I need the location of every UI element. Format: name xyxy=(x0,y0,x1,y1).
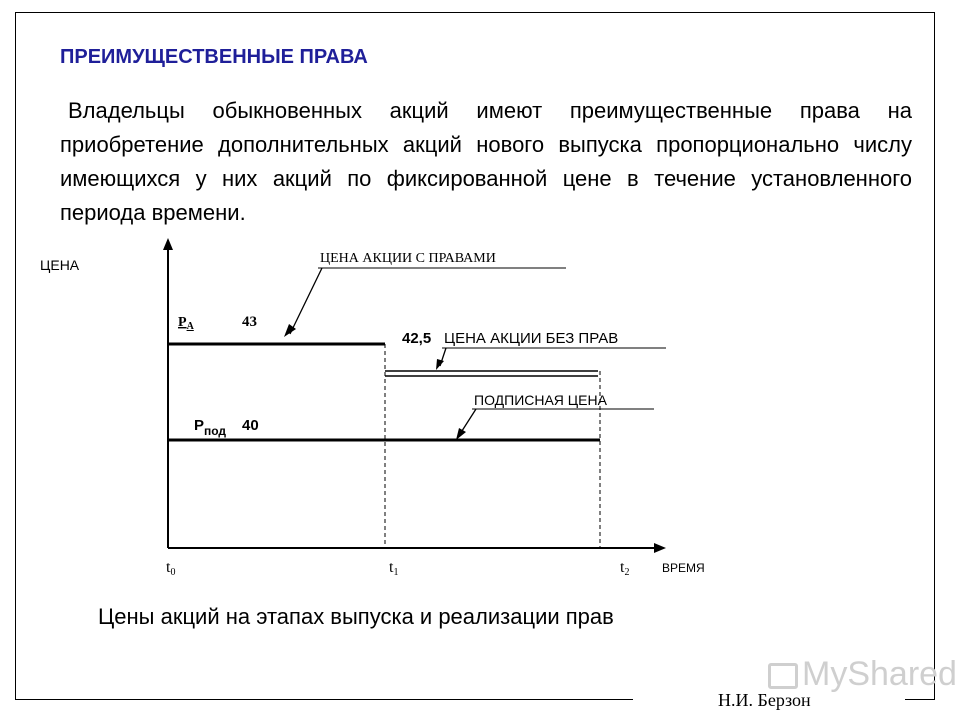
callout-with-rights-pointer xyxy=(290,268,322,334)
ppod-label: $P_{под}$ xyxy=(194,417,227,438)
callout-with-rights: ЦЕНА АКЦИИ С ПРАВАМИ xyxy=(320,251,496,266)
watermark-logo xyxy=(768,655,957,694)
slide-title: ПРЕИМУЩЕСТВЕННЫЕ ПРАВА xyxy=(60,46,368,68)
callout-ex-rights: ЦЕНА АКЦИИ БЕЗ ПРАВ xyxy=(444,330,619,347)
pa-label: $P_A$ xyxy=(178,315,194,332)
x-axis-arrow xyxy=(654,543,666,553)
slide-paragraph: Владельцы обыкновенных акций имеют преимущественные права на приобретение дополнительных акций нового выпуска пропорционально числу имеющихся у них акций по фиксированной цене в течение установленного периода времени. xyxy=(60,98,912,225)
callout-subscription-arrow-icon xyxy=(456,428,466,440)
y-axis-arrow xyxy=(163,238,173,250)
tick-t0: t0 xyxy=(166,559,176,578)
tick-t2: t2 xyxy=(620,559,630,578)
watermark-text: MyShared xyxy=(802,655,957,693)
diagram-caption: Цены акций на этапах выпуска и реализации прав xyxy=(98,604,614,629)
x-axis-label: ВРЕМЯ xyxy=(662,561,705,575)
presentation-icon xyxy=(768,663,798,689)
tick-t1: t1 xyxy=(389,559,399,578)
callout-subscription: ПОДПИСНАЯ ЦЕНА xyxy=(474,392,607,408)
callout-ex-rights-arrow-icon xyxy=(436,359,444,370)
ex-rights-value: 42,5 xyxy=(402,330,432,347)
y-axis-label: ЦЕНА xyxy=(40,257,80,273)
pa-value: 43 xyxy=(242,314,257,330)
ppod-value: 40 xyxy=(242,417,259,434)
author-name: Н.И. Берзон xyxy=(718,690,811,710)
